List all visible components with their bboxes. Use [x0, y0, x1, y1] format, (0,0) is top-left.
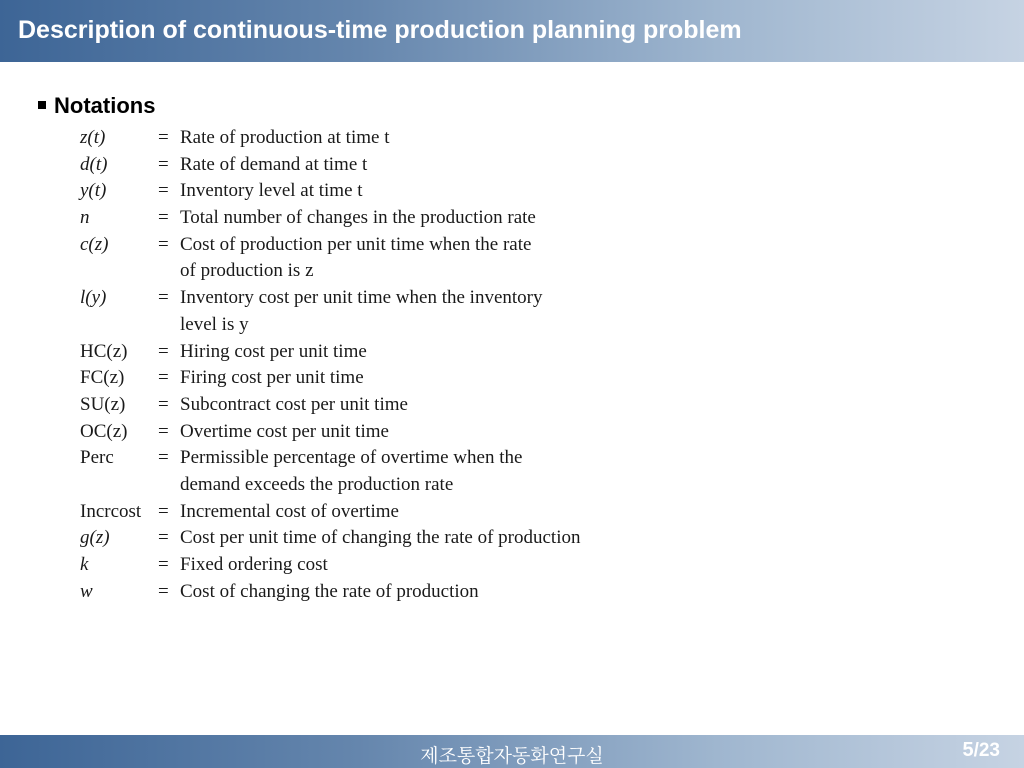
square-bullet-icon: [38, 101, 46, 109]
notation-symbol: z(t): [80, 127, 106, 148]
notation-symbol: c(z): [80, 233, 109, 255]
page-total: /23: [973, 740, 1000, 761]
notation-symbol: Perc: [80, 447, 114, 469]
footer-bar: [0, 735, 1024, 768]
equals-sign: =: [158, 180, 169, 202]
equals-sign: =: [158, 580, 169, 602]
section-heading: [38, 93, 155, 119]
notation-symbol: d(t): [80, 153, 108, 175]
notation-description-continued: demand exceeds the production rate: [180, 473, 454, 495]
notation-symbol: HC(z): [80, 340, 128, 362]
notation-description: Overtime cost per unit time: [180, 420, 389, 442]
notation-description: Cost per unit time of changing the rate of production: [180, 527, 581, 549]
notation-description: Total number of changes in the production rate: [180, 207, 536, 229]
notation-description: Fixed ordering cost: [180, 554, 328, 575]
equals-sign: =: [158, 340, 169, 362]
notation-symbol: OC(z): [80, 420, 128, 442]
equals-sign: =: [158, 393, 169, 415]
notation-description: Cost of production per unit time when the rate: [180, 233, 532, 255]
equals-sign: =: [158, 127, 169, 148]
page-current: 5: [962, 739, 974, 761]
notation-description: Inventory cost per unit time when the inventory: [180, 287, 543, 309]
notation-description: Hiring cost per unit time: [180, 340, 367, 362]
notation-symbol: w: [80, 580, 93, 602]
notation-description-continued: level is y: [180, 313, 249, 335]
notation-symbol: l(y): [80, 287, 107, 309]
title-bar: [0, 0, 1024, 62]
notation-symbol: SU(z): [80, 393, 126, 415]
notation-symbol: k: [80, 554, 89, 575]
notation-symbol: Incrcost: [80, 500, 142, 522]
equals-sign: =: [158, 233, 169, 255]
notation-description: Inventory level at time t: [180, 180, 363, 202]
equals-sign: =: [158, 287, 169, 309]
notation-symbol: g(z): [80, 527, 110, 549]
equals-sign: =: [158, 207, 169, 229]
notation-symbol: n: [80, 207, 90, 229]
equals-sign: =: [158, 447, 169, 469]
section-title: Notations: [54, 93, 156, 118]
equals-sign: =: [158, 367, 169, 389]
notation-description: Firing cost per unit time: [180, 367, 364, 389]
notation-description: Permissible percentage of overtime when the: [180, 447, 523, 469]
notation-description-continued: of production is z: [180, 260, 314, 282]
lab-name: 제조통합자동화연구실: [420, 745, 604, 767]
notation-description: Rate of production at time t: [180, 127, 390, 148]
slide-title: Description of continuous-time production planning problem: [18, 16, 742, 44]
equals-sign: =: [158, 420, 169, 442]
notation-symbol: FC(z): [80, 367, 125, 389]
equals-sign: =: [158, 527, 169, 549]
equals-sign: =: [158, 554, 169, 575]
equals-sign: =: [158, 153, 169, 175]
equals-sign: =: [158, 500, 169, 522]
notation-description: Rate of demand at time t: [180, 153, 368, 175]
notation-symbol: y(t): [80, 180, 107, 202]
notation-description: Cost of changing the rate of production: [180, 580, 479, 602]
notation-description: Subcontract cost per unit time: [180, 393, 408, 415]
page-number: [962, 739, 1000, 762]
notation-description: Incremental cost of overtime: [180, 500, 399, 522]
